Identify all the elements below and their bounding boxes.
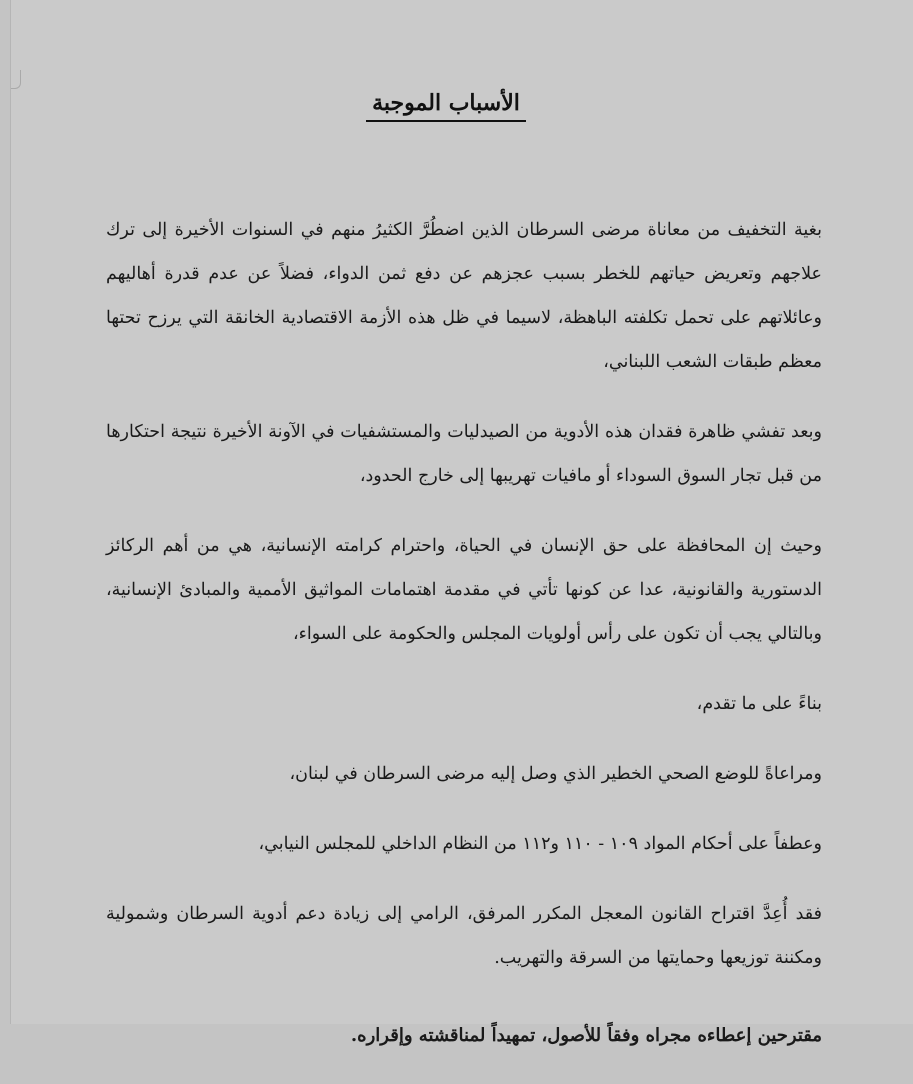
paragraph-5: ومراعاةً للوضع الصحي الخطير الذي وصل إليه مرضى السرطان في لبنان، [289,764,822,784]
page-corner-mark [11,70,21,89]
paragraph-6: وعطفاً على أحكام المواد ١٠٩ - ١١٠ و١١٢ من النظام الداخلي للمجلس النيابي، [258,834,822,854]
document-body [106,208,822,1084]
document-page [10,0,913,1046]
closing-statement: مقترحين إعطاءه مجراه وفقاً للأصول، تمهيداً لمناقشته وإقراره. [350,1025,822,1046]
paragraph-7: فقد أُعِدَّ اقتراح القانون المعجل المكرر المرفق، الرامي إلى زيادة دعم أدوية السرطان وشمولية ومكننة توزيعها وحمايتها من السرقة والتهريب. [106,904,822,968]
paragraph-3: وحيث إن المحافظة على حق الإنسان في الحياة، واحترام كرامته الإنسانية، هي من أهم الركائز الدستورية والقانونية، عدا عن كونها تأتي في مقدمة اهتمامات المواثيق الأممية والمبادئ الإنسانية، وبالتالي يجب أن تكون على رأس أولويات المجلس والحكومة على السواء، [106,536,822,644]
paragraph-4: بناءً على ما تقدم، [696,694,822,714]
paragraph-1: بغية التخفيف من معاناة مرضى السرطان الذين اضطُرَّ الكثيرُ منهم في السنوات الأخيرة إلى ترك علاجهم وتعريض حياتهم للخطر بسبب عجزهم عن دفع ثمن الدواء، فضلاً عن عدم قدرة أهاليهم وعائلاتهم على تحمل تكلفته الباهظة، لاسيما في ظل هذه الأزمة الاقتصادية الخانقة التي يرزح تحتها معظم طبقات الشعب اللبناني، [106,220,822,372]
paragraph-2: وبعد تفشي ظاهرة فقدان هذه الأدوية من الصيدليات والمستشفيات في الآونة الأخيرة نتيجة احتكارها من قبل تجار السوق السوداء أو مافيات تهريبها إلى خارج الحدود، [106,422,822,486]
document-title: الأسباب الموجبة [366,90,526,122]
document-title-block [11,90,881,122]
